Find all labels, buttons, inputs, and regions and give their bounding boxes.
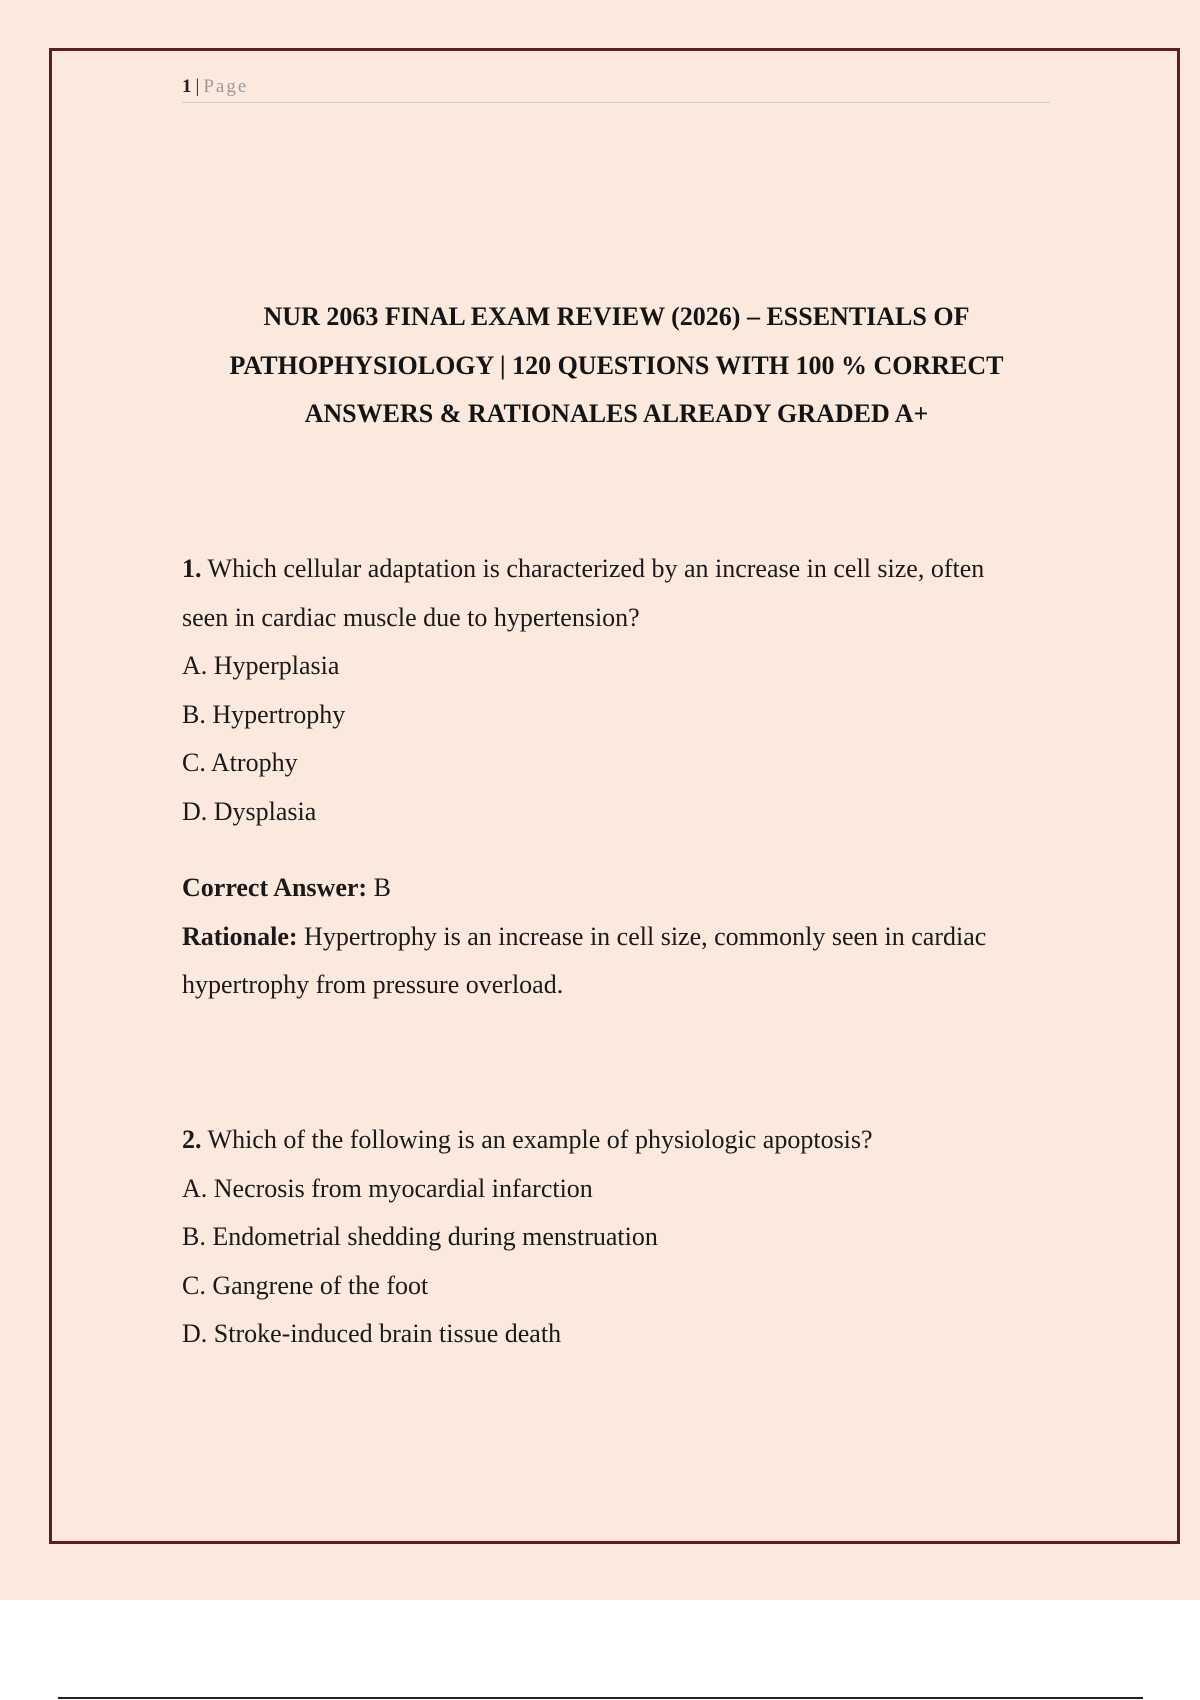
page-number: 1 (182, 76, 194, 97)
correct-answer-label: Correct Answer: (182, 873, 368, 902)
question-1-option-c: C. Atrophy (182, 748, 298, 777)
page-separator: | (195, 76, 202, 97)
question-2-option-a: A. Necrosis from myocardial infarction (182, 1173, 593, 1203)
correct-answer-value: B (373, 873, 391, 902)
document-title: NUR 2063 FINAL EXAM REVIEW (2026) – ESSENTIALS OF PATHOPHYSIOLOGY | 120 QUESTIONS WITH 100 % CORRECT ANSWERS & RATIONALES ALREADY GRADED A+ (229, 302, 1004, 428)
question-1-text: Which cellular adaptation is characterized by an increase in cell size, often seen in cardiac muscle due to hypertension? (182, 554, 985, 632)
question-1-option-d: D. Dysplasia (182, 796, 317, 826)
question-2-option-b: B. Endometrial shedding during menstruation (182, 1222, 658, 1251)
question-1-number: 1. (182, 554, 202, 583)
question-1-stem (182, 545, 1032, 642)
question-2-text: Which of the following is an example of physiologic apoptosis? (207, 1125, 873, 1154)
question-2-number: 2. (182, 1125, 202, 1154)
question-1 (182, 545, 1032, 836)
question-2-option-d: D. Stroke-induced brain tissue death (182, 1319, 562, 1348)
question-1-answer-block (182, 864, 1032, 1010)
question-1-correct-answer (182, 864, 1032, 913)
rationale-text: Hypertrophy is an increase in cell size, commonly seen in cardiac hypertrophy from pressure overload. (182, 921, 987, 999)
question-1-rationale (182, 913, 1032, 1010)
question-2 (182, 1116, 1032, 1359)
question-2-stem (182, 1116, 1032, 1165)
rationale-label: Rationale: (182, 921, 298, 951)
footer-divider (58, 1697, 1143, 1699)
question-2-option-c: C. Gangrene of the foot (182, 1270, 429, 1300)
question-1-option-b: B. Hypertrophy (182, 699, 346, 729)
page-header (182, 74, 1050, 103)
question-1-option-a: A. Hyperplasia (182, 651, 340, 680)
page-label: Page (203, 76, 249, 97)
